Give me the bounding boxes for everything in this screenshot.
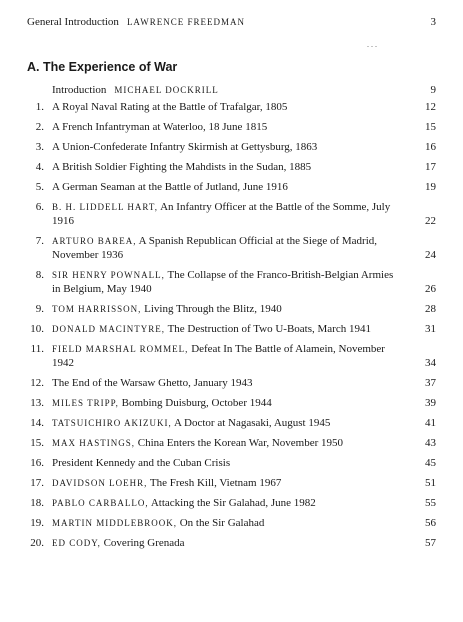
entry-author: SIR HENRY POWNALL, — [52, 270, 165, 280]
entry-page: 55 — [425, 497, 436, 509]
entry-page: 57 — [425, 537, 436, 549]
dot-leader: . . . — [367, 40, 377, 49]
entry-title: The Collapse of the Franco-British-Belgian Armies in Belgium, May 1940 — [52, 269, 394, 295]
entry-title: Defeat In The Battle of Alamein, November 1942 — [52, 343, 385, 369]
toc-entry — [0, 322, 463, 336]
entry-author: PABLO CARBALLO, — [52, 498, 149, 508]
entry-number: 15. — [30, 437, 44, 449]
entry-number: 17. — [30, 477, 44, 489]
entry-number: 11. — [30, 343, 44, 355]
entry-title: Living Through the Blitz, 1940 — [144, 303, 282, 315]
toc-entry — [0, 396, 463, 410]
entry-author: DAVIDSON LOEHR, — [52, 478, 148, 488]
entry-page: 15 — [425, 121, 436, 133]
section-introduction-line — [52, 83, 436, 97]
entry-title: An Infantry Officer at the Battle of the Somme, July 1916 — [52, 201, 391, 227]
entry-page: 12 — [425, 101, 436, 113]
entry-page: 22 — [425, 215, 436, 227]
toc-entry — [0, 302, 463, 316]
toc-entry — [0, 476, 463, 490]
entry-title: A German Seaman at the Battle of Jutland, June 1916 — [52, 181, 288, 193]
entry-page: 19 — [425, 181, 436, 193]
toc-entry — [0, 160, 463, 174]
entry-author: DONALD MACINTYRE, — [52, 324, 165, 334]
entry-page: 16 — [425, 141, 436, 153]
toc-entry — [0, 376, 463, 390]
toc-entry — [0, 120, 463, 134]
entry-title: The Destruction of Two U-Boats, March 1941 — [167, 323, 371, 335]
entry-title: Bombing Duisburg, October 1944 — [121, 397, 272, 409]
entry-text — [52, 396, 402, 410]
entry-text — [52, 100, 402, 114]
toc-entry — [0, 100, 463, 114]
toc-entry — [0, 456, 463, 470]
entry-number: 5. — [35, 181, 44, 193]
entry-number: 3. — [35, 141, 44, 153]
entry-page: 31 — [425, 323, 436, 335]
toc-entry — [0, 436, 463, 450]
entry-text — [52, 342, 402, 370]
entry-author: ED CODY, — [52, 538, 101, 548]
entry-number: 18. — [30, 497, 44, 509]
introduction-page: 9 — [430, 84, 436, 96]
toc-entry — [0, 140, 463, 154]
entry-author: MARTIN MIDDLEBROOK, — [52, 518, 177, 528]
toc-entry — [0, 180, 463, 194]
entry-title: A Spanish Republican Official at the Siege of Madrid, November 1936 — [52, 235, 378, 261]
general-introduction-page: 3 — [430, 16, 436, 28]
entry-page: 43 — [425, 437, 436, 449]
entry-text — [52, 120, 402, 134]
introduction-label: Introduction — [52, 84, 107, 96]
section-heading: A. The Experience of War — [27, 60, 178, 74]
entry-number: 4. — [35, 161, 44, 173]
toc-entry — [0, 268, 463, 296]
entry-text — [52, 200, 402, 228]
entry-text — [52, 416, 402, 430]
toc-entry — [0, 536, 463, 550]
entry-page: 56 — [425, 517, 436, 529]
entry-number: 8. — [35, 269, 44, 281]
entry-page: 45 — [425, 457, 436, 469]
entry-title: Covering Grenada — [103, 537, 185, 549]
entry-number: 2. — [35, 121, 44, 133]
toc-entry — [0, 342, 463, 370]
entry-title: A Doctor at Nagasaki, August 1945 — [173, 417, 331, 429]
toc-entry — [0, 516, 463, 530]
entry-text — [52, 456, 402, 470]
toc-entry — [0, 234, 463, 262]
entry-title: The End of the Warsaw Ghetto, January 1943 — [52, 377, 253, 389]
entry-page: 39 — [425, 397, 436, 409]
entry-text — [52, 436, 402, 450]
general-introduction-author: LAWRENCE FREEDMAN — [126, 17, 245, 27]
entry-number: 14. — [30, 417, 44, 429]
entry-text — [52, 140, 402, 154]
entry-text — [52, 234, 402, 262]
entry-text — [52, 180, 402, 194]
entry-number: 6. — [35, 201, 44, 213]
entry-author: ARTURO BAREA, — [52, 236, 137, 246]
entry-text — [52, 536, 402, 550]
entry-page: 41 — [425, 417, 436, 429]
entry-text — [52, 302, 402, 316]
entry-author: TOM HARRISSON, — [52, 304, 142, 314]
entry-page: 26 — [425, 283, 436, 295]
entry-number: 13. — [30, 397, 44, 409]
contents-list — [0, 100, 463, 556]
entry-number: 10. — [30, 323, 44, 335]
entry-number: 20. — [30, 537, 44, 549]
entry-author: TATSUICHIRO AKIZUKI, — [52, 418, 172, 428]
entry-author: B. H. LIDDELL HART, — [52, 202, 158, 212]
entry-text — [52, 322, 402, 336]
entry-title: Attacking the Sir Galahad, June 1982 — [150, 497, 316, 509]
entry-number: 19. — [30, 517, 44, 529]
entry-author: FIELD MARSHAL ROMMEL, — [52, 344, 189, 354]
entry-text — [52, 496, 402, 510]
entry-number: 7. — [35, 235, 44, 247]
entry-page: 51 — [425, 477, 436, 489]
entry-title: On the Sir Galahad — [179, 517, 265, 529]
entry-title: A Union-Confederate Infantry Skirmish at Gettysburg, 1863 — [52, 141, 318, 153]
entry-page: 17 — [425, 161, 436, 173]
entry-title: A French Infantryman at Waterloo, 18 June 1815 — [52, 121, 268, 133]
entry-author: MAX HASTINGS, — [52, 438, 136, 448]
entry-page: 34 — [425, 357, 436, 369]
entry-text — [52, 476, 402, 490]
entry-number: 16. — [30, 457, 44, 469]
entry-number: 1. — [35, 101, 44, 113]
general-introduction-title: General Introduction — [27, 16, 119, 28]
entry-page: 24 — [425, 249, 436, 261]
entry-page: 37 — [425, 377, 436, 389]
toc-entry — [0, 200, 463, 228]
entry-text — [52, 268, 402, 296]
entry-page: 28 — [425, 303, 436, 315]
entry-text — [52, 516, 402, 530]
entry-author: MILES TRIPP, — [52, 398, 119, 408]
entry-title: A Royal Naval Rating at the Battle of Trafalgar, 1805 — [52, 101, 288, 113]
general-introduction-line — [27, 14, 436, 30]
entry-title: A British Soldier Fighting the Mahdists in the Sudan, 1885 — [52, 161, 312, 173]
entry-title: China Enters the Korean War, November 1950 — [137, 437, 344, 449]
entry-text — [52, 160, 402, 174]
entry-title: The Fresh Kill, Vietnam 1967 — [149, 477, 282, 489]
introduction-author: MICHAEL DOCKRILL — [114, 85, 219, 95]
entry-number: 12. — [30, 377, 44, 389]
entry-number: 9. — [35, 303, 44, 315]
toc-entry — [0, 496, 463, 510]
entry-text — [52, 376, 402, 390]
toc-entry — [0, 416, 463, 430]
entry-title: President Kennedy and the Cuban Crisis — [52, 457, 231, 469]
